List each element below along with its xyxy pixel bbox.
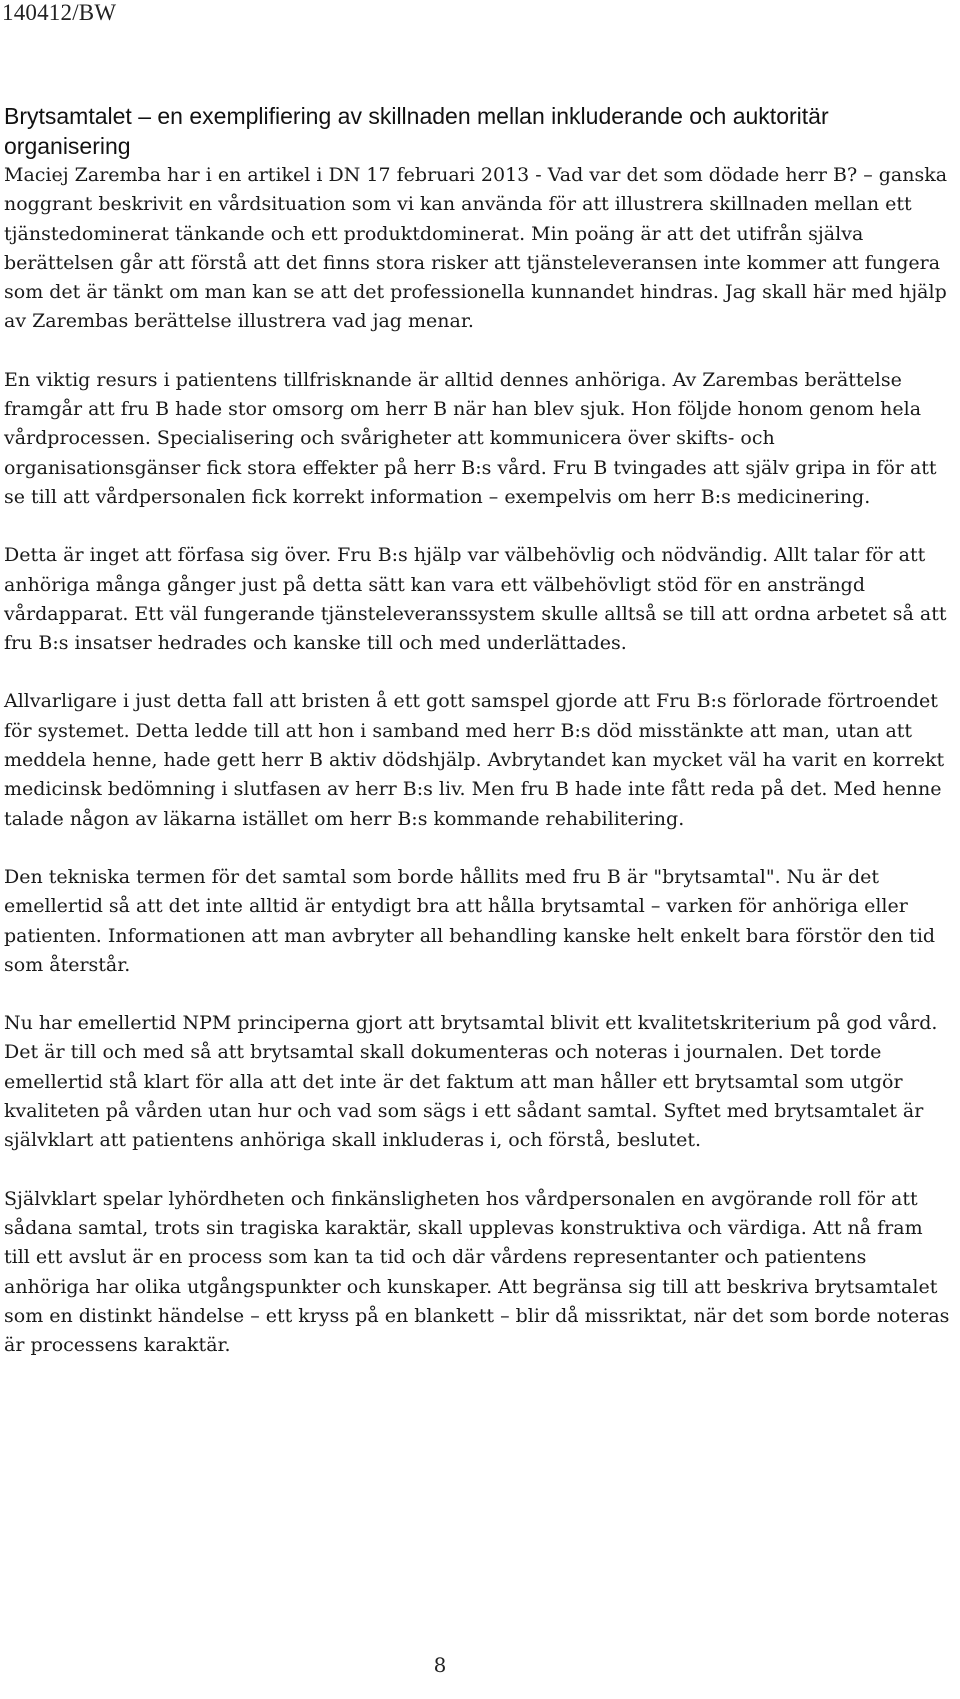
paragraph-2: En viktig resurs i patientens tillfrisknande är alltid dennes anhöriga. Av Zarembas berättelse framgår att fru B hade stor omsorg om herr B när han blev sjuk. Hon följde honom genom hela vårdprocessen. Specialisering och svårigheter att kommunicera över skifts- och organisationsgänser fick stora effekter på herr B:s vård. Fru B tvingades att själv gripa in för att se till att vårdpersonalen fick korrekt information – exempelvis om herr B:s medicinering. <box>4 368 937 508</box>
document-title: Brytsamtalet – en exemplifiering av skillnaden mellan inkluderande och auktoritär organisering <box>4 103 829 159</box>
paragraph-7: Självklart spelar lyhördheten och finkänsligheten hos vårdpersonalen en avgörande roll för att sådana samtal, trots sin tragiska karaktär, skall upplevas konstruktiva och värdiga. Att nå fram till ett avslut är en process som kan ta tid och där vårdens representanter och patientens anhöriga har olika utgångspunkter och kunskaper. Att begränsa sig till att beskriva brytsamtalet som en distinkt händelse – ett kryss på en blankett – blir då missriktat, när det som borde noteras är processens karaktär. <box>4 1187 950 1357</box>
document-body <box>4 102 952 1360</box>
paragraph-3: Detta är inget att förfasa sig över. Fru B:s hjälp var välbehövlig och nödvändig. Allt talar för att anhöriga många gånger just på detta sätt kan vara ett välbehövligt stöd för en ansträngd vårdapparat. Ett väl fungerande tjänsteleveranssystem skulle alltså se till att ordna arbetet så att fru B:s insatser hedrades och kanske till och med underlättades. <box>4 544 947 655</box>
paragraph-5: Den tekniska termen för det samtal som borde hållits med fru B är "brytsamtal". Nu är det emellertid så att det inte alltid är entydigt bra att hålla brytsamtal – varken för anhöriga eller patienten. Informationen att man avbryter all behandling kanske helt enkelt bara förstör den tid som återstår. <box>4 865 936 976</box>
page-number: 8 <box>433 1653 447 1677</box>
paragraph-1: Maciej Zaremba har i en artikel i DN 17 februari 2013 - Vad var det som dödade herr B? – ganska noggrant beskrivit en vårdsituation som vi kan använda för att illustrera skillnaden mellan ett tjänstedominerat tänkande och ett produktdominerat. Min poäng är att det utifrån själva berättelsen går att förstå att det finns stora risker att tjänsteleveransen inte kommer att fungera som det är tänkt om man kan se att det professionella kunnandet hindras. Jag skall här med hjälp av Zarembas berättelse illustrera vad jag menar. <box>4 164 948 333</box>
paragraph-6: Nu har emellertid NPM principerna gjort att brytsamtal blivit ett kvalitetskriterium på god vård. Det är till och med så att brytsamtal skall dokumenteras och noteras i journalen. Det torde emellertid stå klart för alla att det inte är det faktum att man håller ett brytsamtal som utgör kvaliteten på vården utan hur och vad som sägs i ett sådant samtal. Syftet med brytsamtalet är självklart att patientens anhöriga skall inkluderas i, och förstå, beslutet. <box>4 1012 938 1152</box>
paragraph-4: Allvarligare i just detta fall att bristen å ett gott samspel gjorde att Fru B:s förlorade förtroendet för systemet. Detta ledde till att hon i samband med herr B:s död misstänkte att man, utan att meddela henne, hade gett herr B aktiv dödshjälp. Avbrytandet kan mycket väl ha varit en korrekt medicinsk bedömning i slutfasen av herr B:s liv. Men fru B hade inte fått reda på det. Med henne talade någon av läkarna istället om herr B:s kommande rehabilitering. <box>4 690 945 830</box>
document-id: 140412/BW <box>2 0 117 25</box>
